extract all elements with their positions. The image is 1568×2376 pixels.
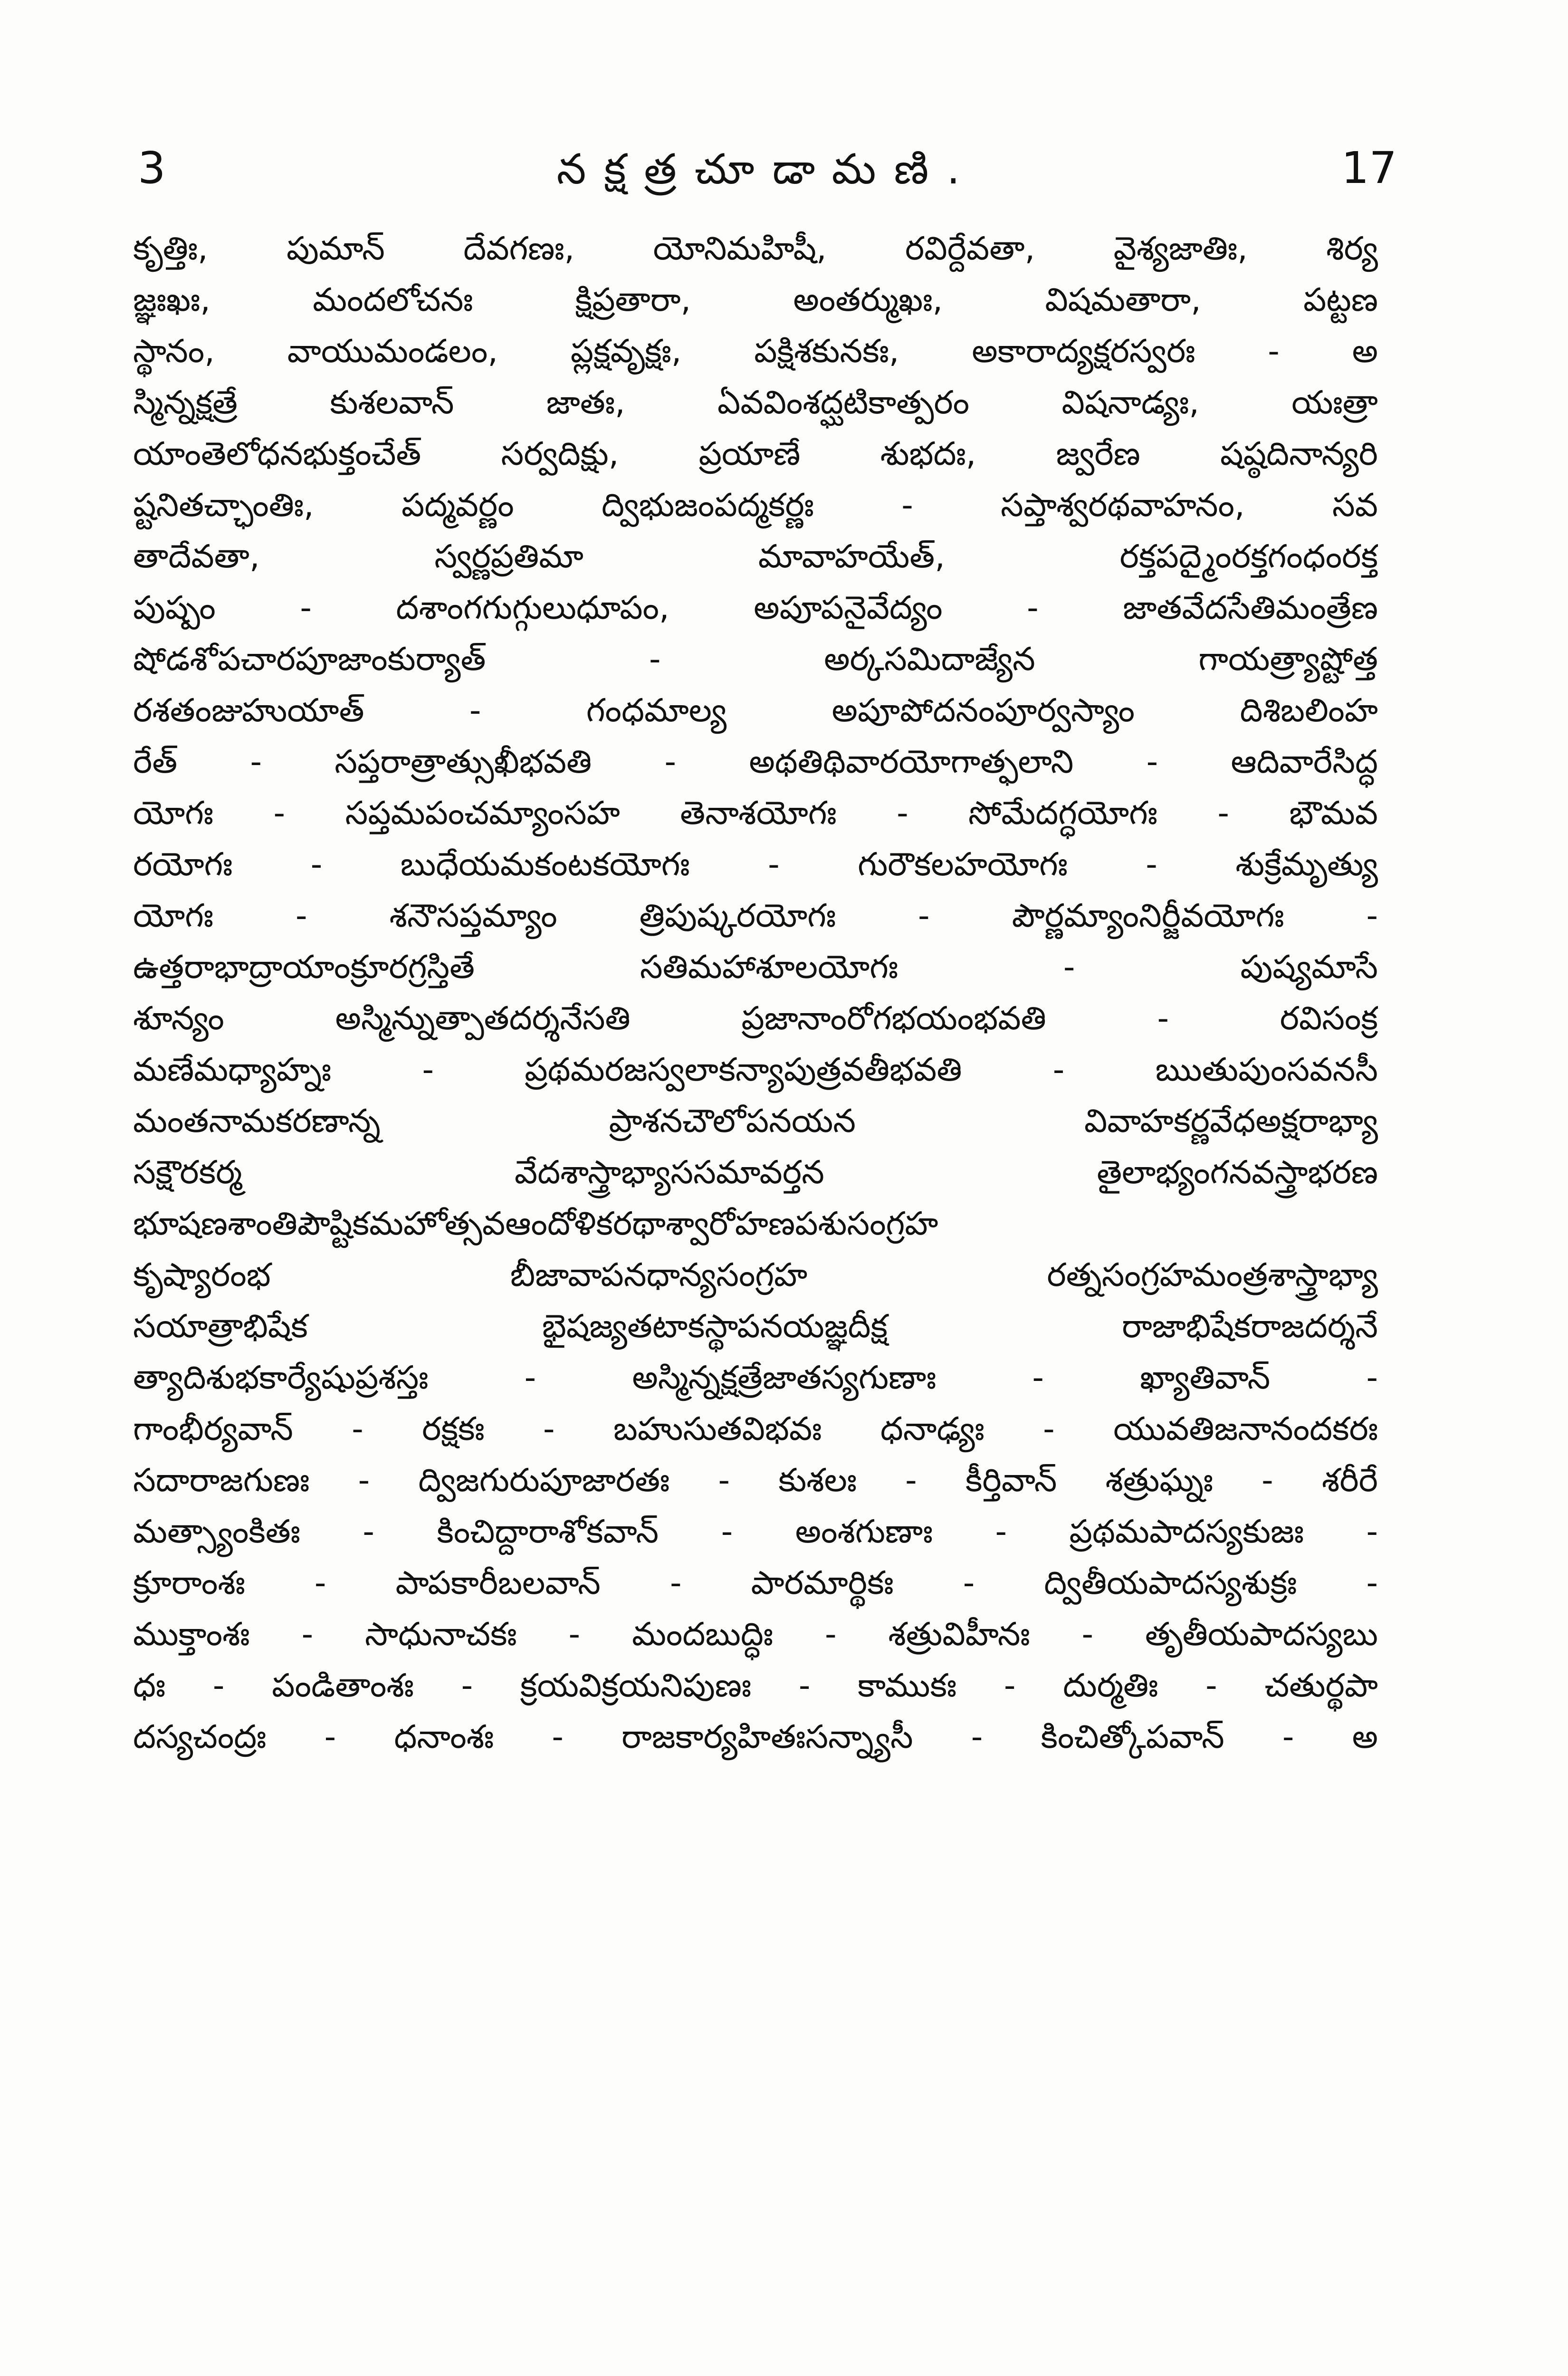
text-line: క్రూరాంశః - పాపకారీబలవాన్ - పారమార్థికః - ద్వితీయపాదస్యశుక్రః -	[133, 1564, 1378, 1602]
text-line: యాంతెలోధనభుక్తంచేత్ సర్వదిక్షు, ప్రయాణే శుభదః, జ్వరేణ షష్ఠదినాన్యరి	[133, 435, 1378, 473]
text-line: తాదేవతా, స్వర్ణప్రతిమా మావాహయేత్, రక్తపద్మైంరక్తగంధంరక్త	[133, 538, 1378, 575]
running-title: నక్షత్రచూడామణి.	[556, 144, 978, 193]
text-line: కృష్యారంభ బీజావాపనధాన్యసంగ్రహ రత్నసంగ్రహమంత్రశాస్త్రాభ్యా	[133, 1256, 1378, 1294]
text-line: జ్ఞఃఖః, మందలోచనః క్షిప్రతారా, అంతర్ముఖః, విషమతారా, పట్టణ	[133, 281, 1378, 319]
text-line: శూన్యం అస్మిన్నుత్పాతదర్శనేసతి ప్రజానాంరోగభయంభవతి - రవిసంక్ర	[133, 1000, 1378, 1037]
text-line: ముక్తాంశః - సాధునాచకః - మందబుద్ధిః - శత్రువిహీనః - తృతీయపాదస్యబు	[133, 1616, 1378, 1653]
text-line: మత్స్యాంకితః - కించిద్దారాశోకవాన్ - అంశగుణాః - ప్రథమపాదస్యకుజః -	[133, 1513, 1378, 1551]
text-line: షోడశోపచారపూజాంకుర్యాత్ - అర్కసమిదాజ్యేన గాయత్ర్యాష్టోత్త	[133, 641, 1378, 678]
text-line: యోగః - సప్తమపంచమ్యాంసహ తెనాశయోగః - సోమేదగ్ధయోగః - భౌమవ	[133, 795, 1378, 832]
text-line: యోగః - శనౌసప్తమ్యాం త్రిపుష్కరయోగః - పౌర్ణమ్యాంనిర్జీవయోగః -	[133, 897, 1378, 935]
text-line: సక్షౌరకర్మ వేదశాస్త్రాభ్యాససమావర్తన తైలాభ్యంగనవస్త్రాభరణ	[133, 1154, 1378, 1191]
text-line: మంతనామకరణాన్న ప్రాశనచౌలోపనయన వివాహకర్ణవేధఅక్షరాభ్యా	[133, 1102, 1378, 1140]
text-line: ఉత్తరాభాద్రాయాంక్రూరగ్రస్తితే సతిమహాశూలయోగః - పుష్యమాసే	[133, 948, 1378, 986]
text-line: పుష్పం - దశాంగగుగ్గులుధూపం, అపూపనైవేద్యం - జాతవేదసేతిమంత్రేణ	[133, 589, 1378, 627]
text-line: కృత్తిః, పుమాన్ దేవగణః, యోనిమహిషీ, రవిర్దేవతా, వైశ్యజాతిః, శిర్య	[133, 230, 1378, 268]
text-line: త్యాదిశుభకార్యేషుప్రశస్తః - అస్మిన్నక్షత్రేజాతస్యగుణాః - ఖ్యాతివాన్ -	[133, 1359, 1378, 1397]
text-line: ధః - పండితాంశః - క్రయవిక్రయనిపుణః - కాముకః - దుర్మతిః - చతుర్థపా	[133, 1667, 1378, 1705]
text-line: రయోగః - బుధేయమకంటకయోగః - గురౌకలహయోగః - శుక్రేమృత్యు	[133, 846, 1378, 883]
text-line: స్థానం, వాయుమండలం, ప్లక్షవృక్షః, పక్షిశకునకః, అకారాద్యక్షరస్వరః - అ	[133, 333, 1378, 370]
text-line: గాంభీర్యవాన్ - రక్షకః - బహుసుతవిభవః ధనాఢ్యః - యువతిజనానందకరః	[133, 1410, 1378, 1448]
text-line: రేత్ - సప్తరాత్రాత్సుఖీభవతి - అథతిథివారయోగాత్ఫలాని - ఆదివారేసిద్ధ	[133, 743, 1378, 781]
text-line: రశతంజుహుయాత్ - గంధమాల్య అపూపోదనంపూర్వస్యాం దిశిబలింహ	[133, 692, 1378, 729]
page-header	[138, 143, 1397, 204]
text-line: స్మిన్నక్షత్రే కుశలవాన్ జాతః, ఏవవింశద్ఘటికాత్పరం విషనాడ్యః, యఃత్రా	[133, 384, 1378, 422]
section-number: 3	[138, 143, 166, 193]
text-line: దస్యచంద్రః - ధనాంశః - రాజకార్యహితఃసన్న్యాసీ - కించిత్కోపవాన్ - అ	[133, 1718, 1378, 1756]
text-line: సదారాజగుణః - ద్విజగురుపూజారతః - కుశలః - కీర్తివాన్ శత్రుఘ్నః - శరీరే	[133, 1462, 1378, 1499]
body-text	[133, 223, 1378, 2376]
text-line: సయాత్రాభిషేక భైషజ్యతటాకస్థాపనయజ్ఞదీక్ష రాజాభిషేకరాజదర్శనే	[133, 1308, 1378, 1345]
page-number: 17	[1341, 143, 1397, 193]
text-line: మణేమధ్యాహ్నః - ప్రథమరజస్వలాకన్యాపుత్రవతీభవతి - ఋతుపుంసవనసీ	[133, 1051, 1378, 1089]
text-line: ష్టనితచ్ఛాంతిః, పద్మవర్ణం ద్విభుజంపద్మకర్ణః - సప్తాశ్వరథవాహనం, సవ	[133, 487, 1378, 524]
text-line: భూషణశాంతిపౌష్టికమహోత్సవఆందోళికరథాశ్వారోహణపశుసంగ్రహ	[133, 1205, 938, 1243]
